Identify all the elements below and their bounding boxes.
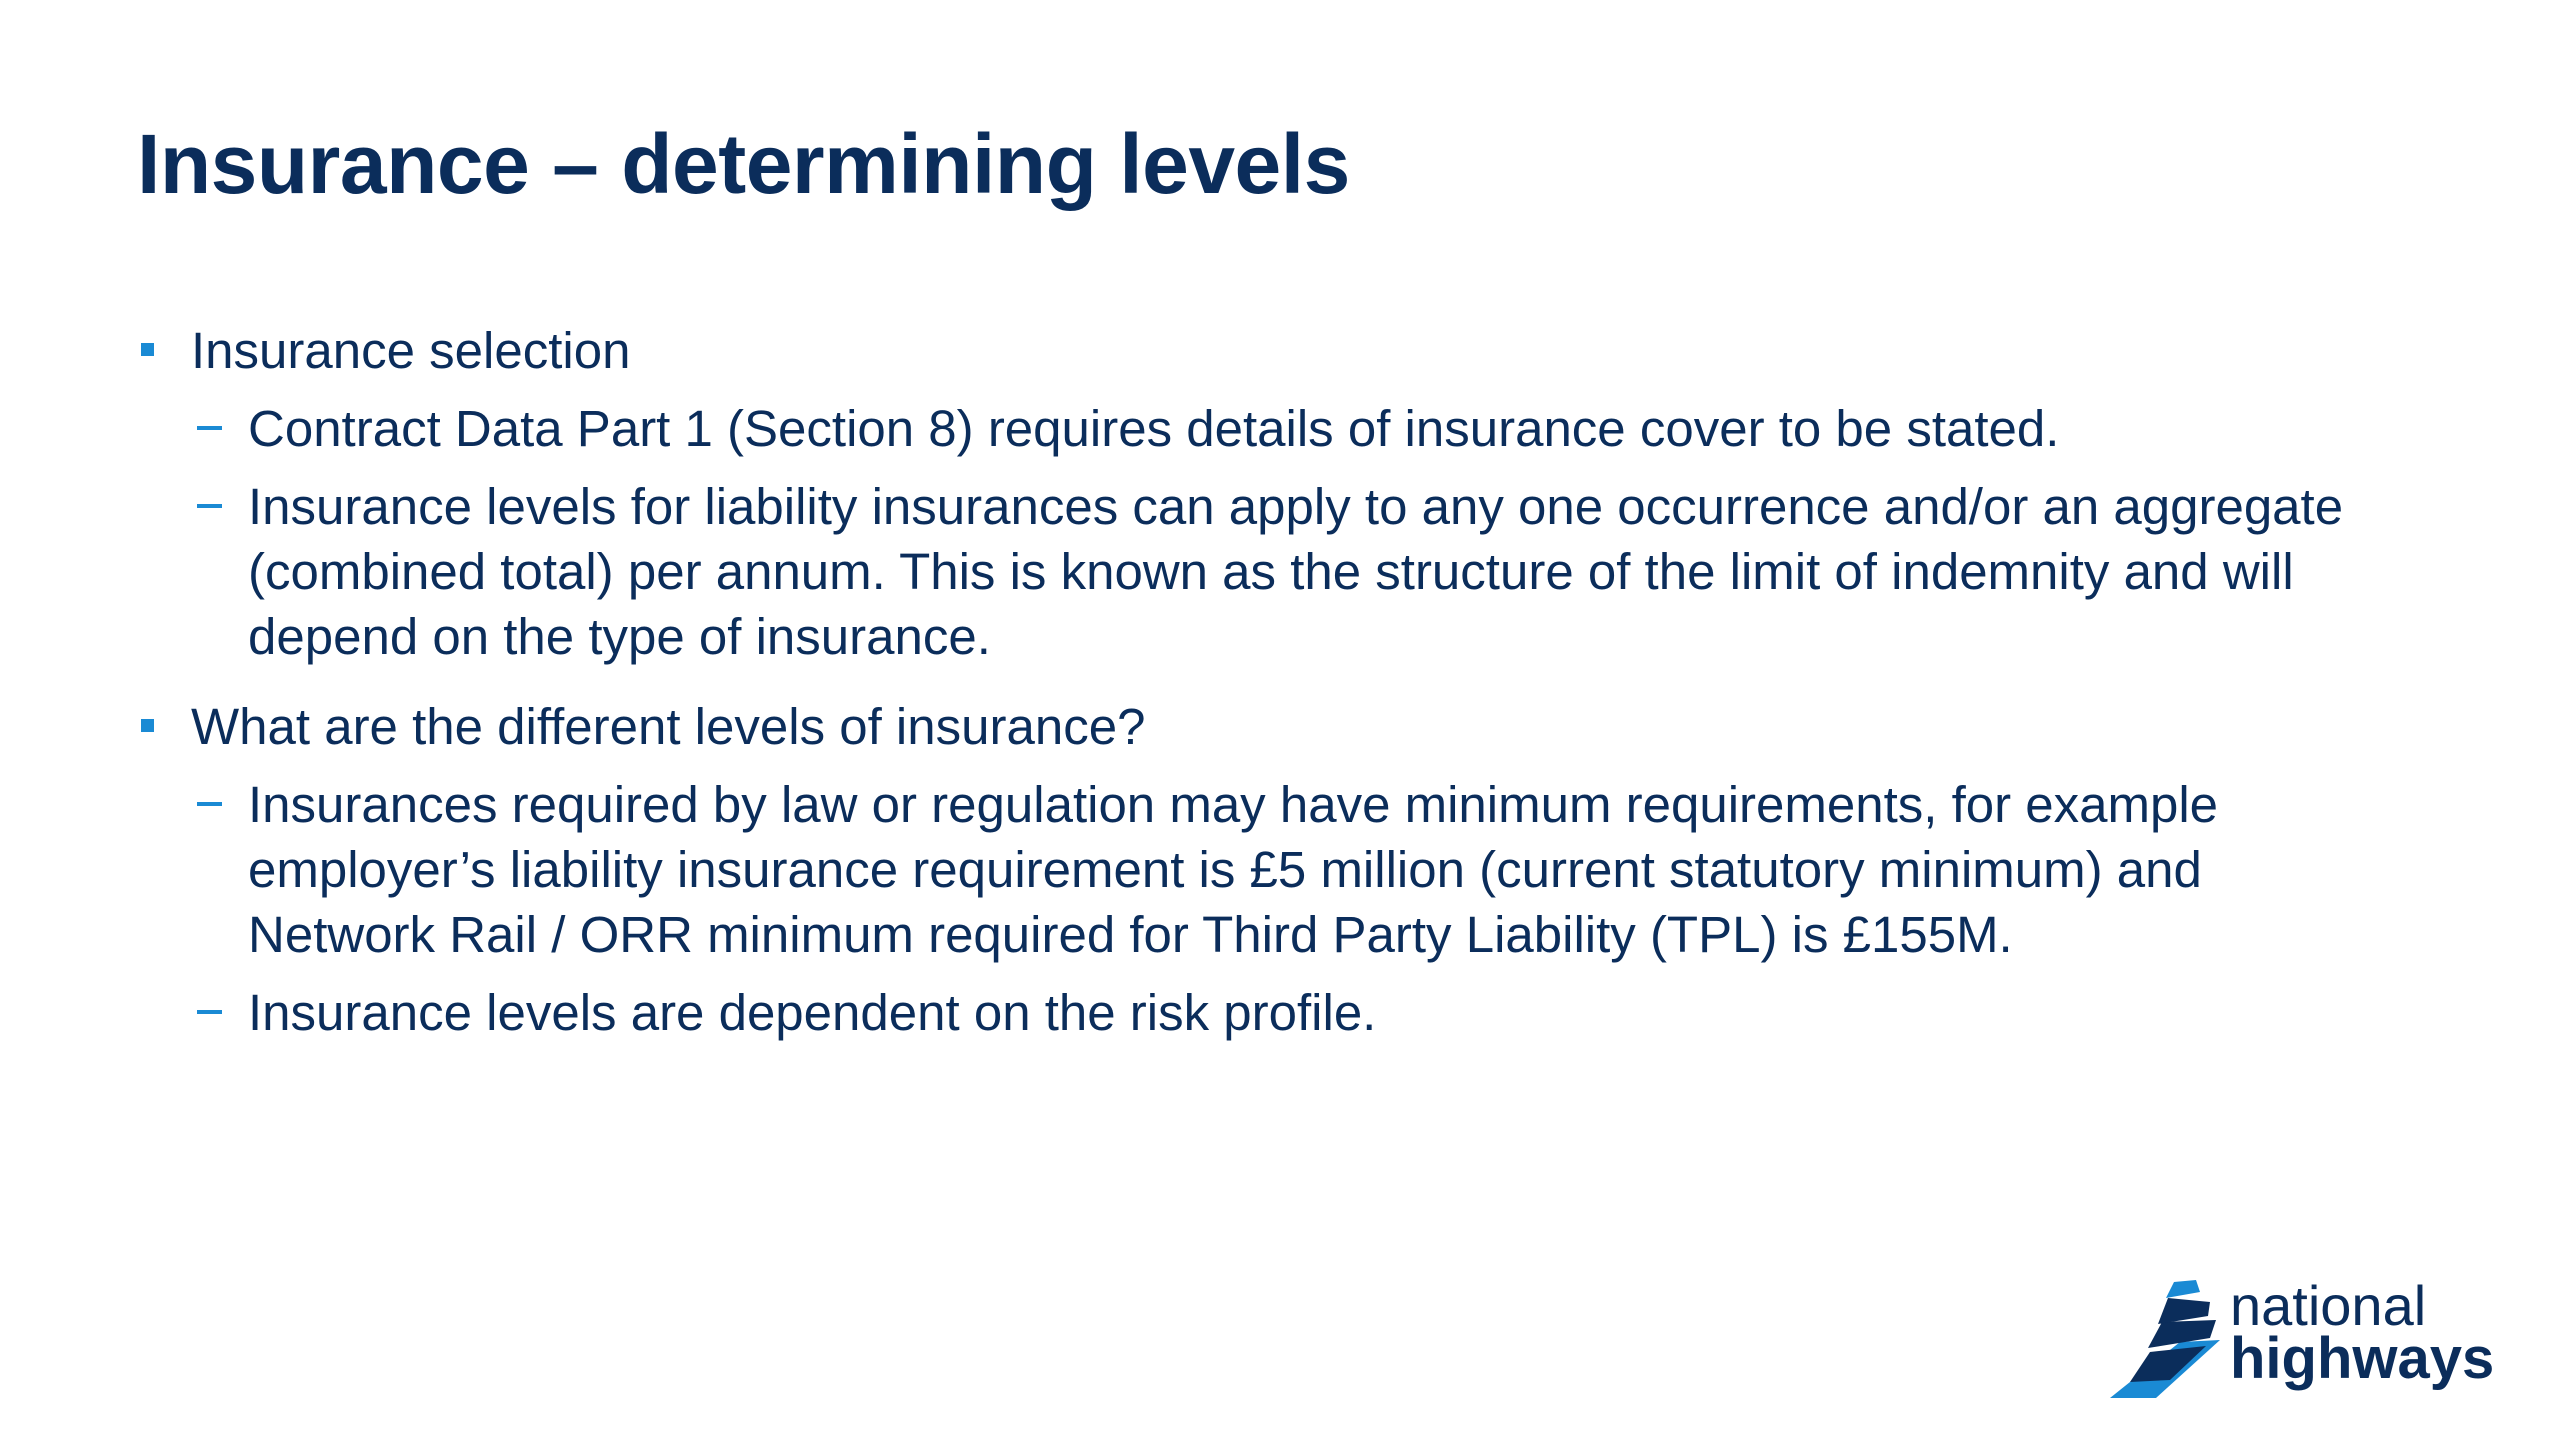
slide-content <box>137 318 2397 1045</box>
dash-bullet-icon <box>197 426 222 430</box>
bullet-level2 <box>137 980 2397 1045</box>
dash-bullet-icon <box>197 802 222 806</box>
square-bullet-icon <box>141 719 154 732</box>
dash-bullet-icon <box>197 1010 222 1014</box>
dash-bullet-icon <box>197 504 222 508</box>
square-bullet-icon <box>141 343 154 356</box>
bullet-text: Insurance levels are dependent on the risk profile. <box>248 984 1377 1041</box>
section-heading: Insurance selection <box>191 322 631 379</box>
national-highways-logo <box>2110 1274 2510 1400</box>
bullet-text: Insurance levels for liability insurances can apply to any one occurrence and/or an aggregate (combined total) per annum. This is known as the structure of the limit of indemnity and will depend on the type of insurance. <box>248 478 2344 665</box>
bullet-text: Insurances required by law or regulation may have minimum requirements, for example employer’s liability insurance requirement is £5 million (current statutory minimum) and Network Rail / ORR minimum required for Third Party Liability (TPL) is £155M. <box>248 776 2219 963</box>
bullet-level1 <box>137 694 2397 759</box>
bullet-level2 <box>137 474 2397 669</box>
slide-title: Insurance – determining levels <box>137 117 1350 211</box>
logo-word-national: national <box>2230 1274 2427 1337</box>
logo-word-highways: highways <box>2230 1326 2495 1391</box>
bullet-level1 <box>137 318 2397 383</box>
section-heading: What are the different levels of insurance? <box>191 698 1146 755</box>
section-levels-of-insurance <box>137 694 2397 1045</box>
bullet-level2 <box>137 772 2397 967</box>
bullet-level2 <box>137 396 2397 461</box>
bullet-text: Contract Data Part 1 (Section 8) requires details of insurance cover to be stated. <box>248 400 2060 457</box>
section-insurance-selection <box>137 318 2397 669</box>
logo-wordmark <box>2230 1274 2495 1391</box>
logo-mark-icon <box>2110 1280 2230 1400</box>
